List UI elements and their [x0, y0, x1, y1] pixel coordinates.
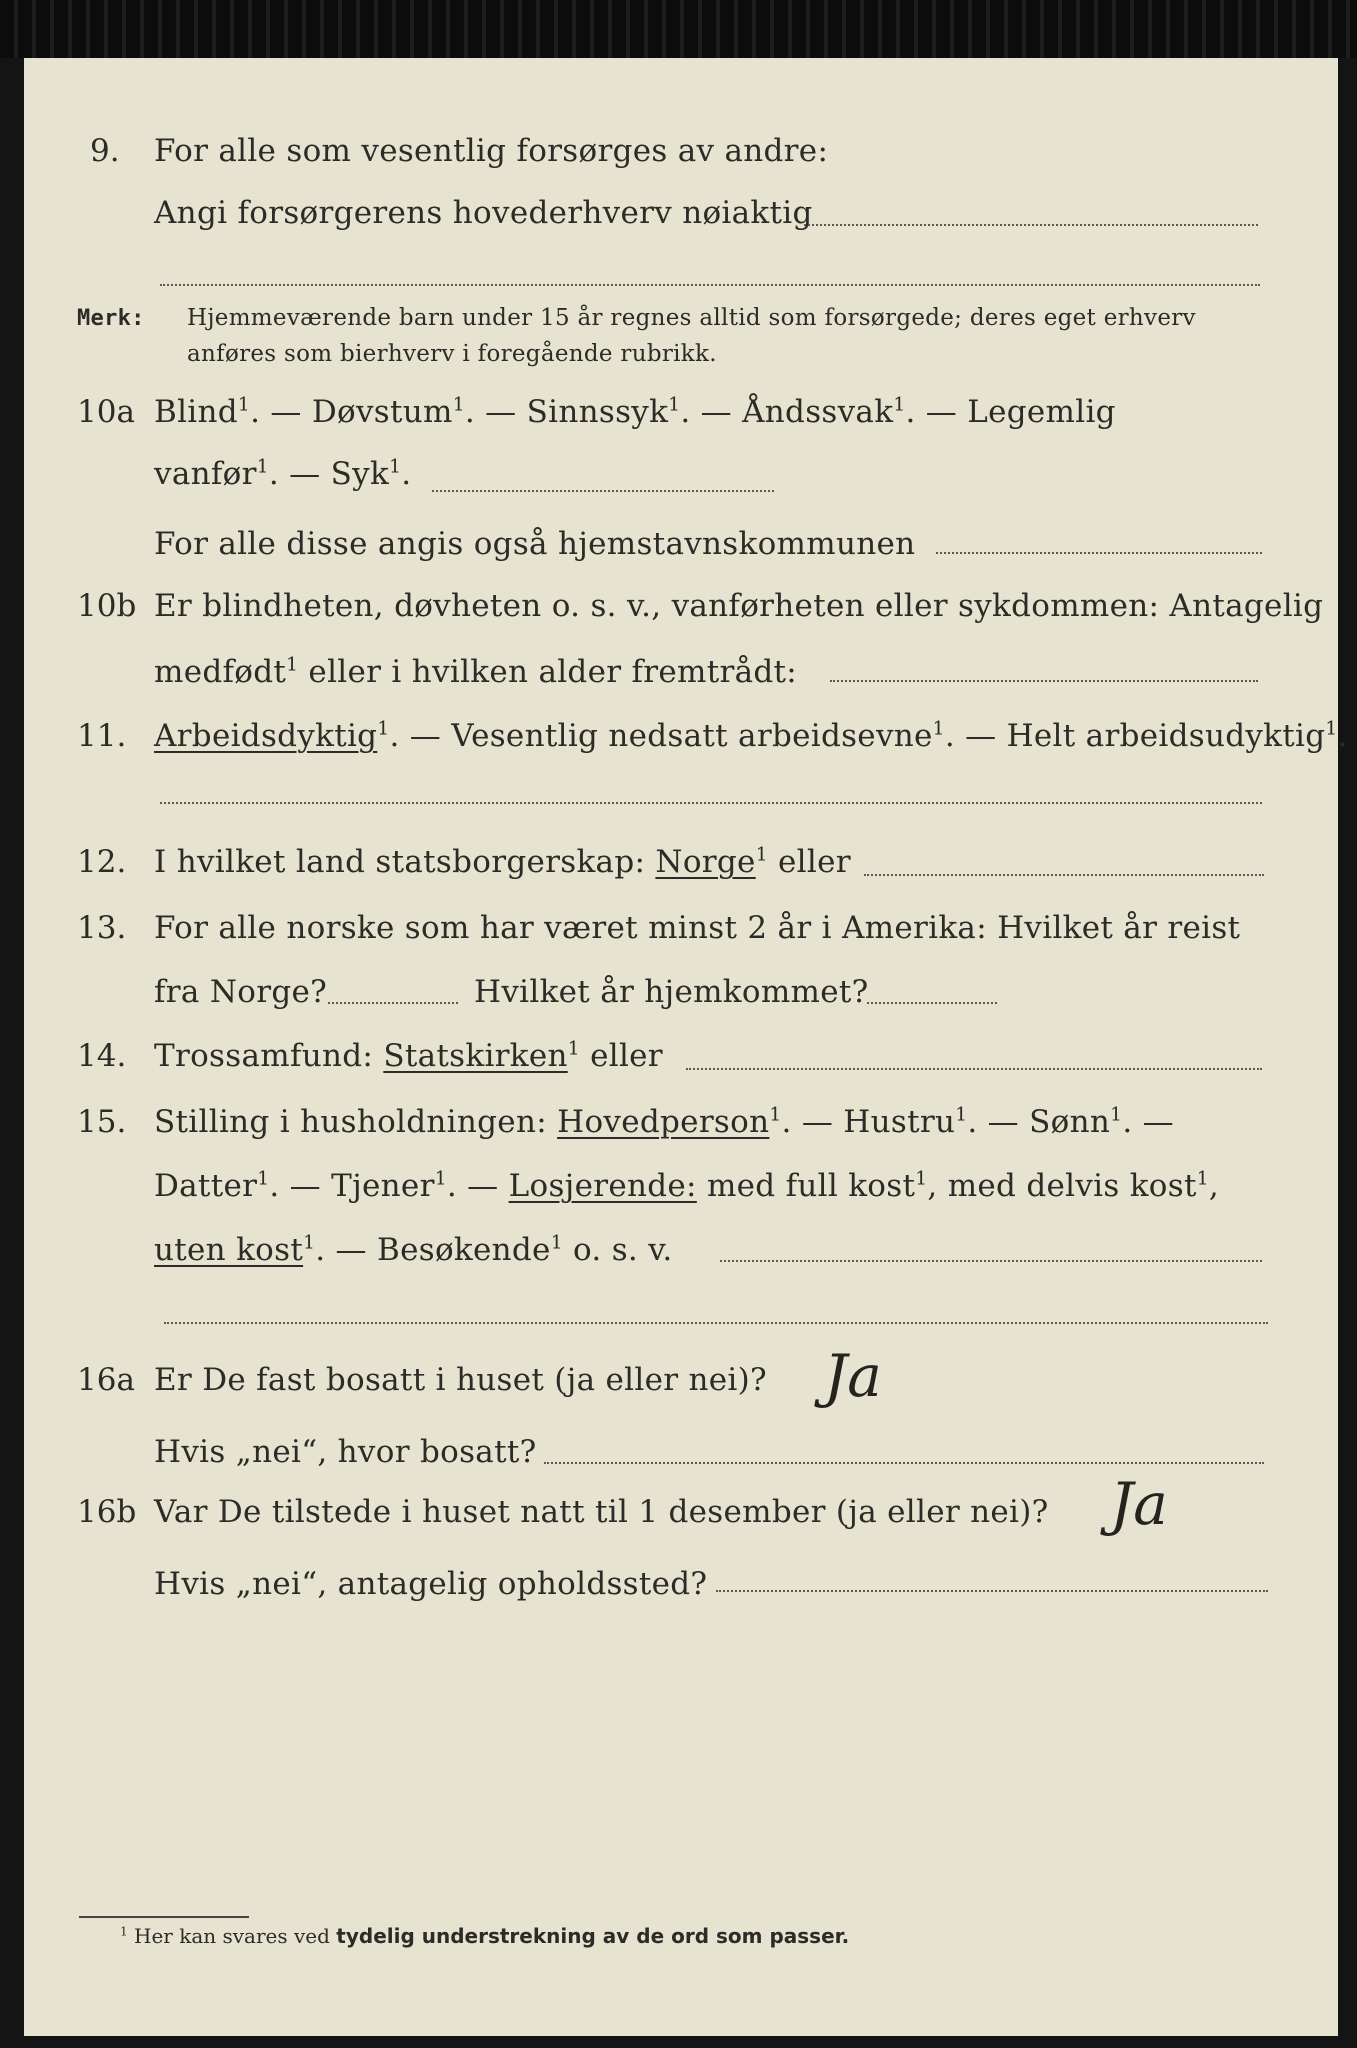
q9-answer-line[interactable] [804, 224, 1258, 226]
q15-underlined-hovedperson: Hovedperson [557, 1104, 770, 1140]
merk-line1: Hjemmeværende barn under 15 år regnes alltid som forsørgede; deres eget erhverv [187, 305, 1196, 331]
q11-underlined-arbeidsdyktig: Arbeidsdyktig [154, 718, 378, 754]
q10b-answer-line[interactable] [830, 680, 1258, 682]
scan-top-edge [0, 0, 1357, 58]
q13-reist-line[interactable] [328, 1002, 458, 1004]
q12-number: 12. [77, 844, 127, 880]
q10a-answer-line[interactable] [432, 490, 774, 492]
q10a-hjemstavn-line[interactable] [936, 552, 1262, 554]
q9-number: 9. [90, 133, 120, 169]
q10a-line2: vanfør$^1$. — Syk$^1$. [154, 456, 412, 492]
q16a-number: 16a [77, 1362, 135, 1398]
merk-label: Merk: [77, 306, 145, 331]
q14-answer-line[interactable] [686, 1068, 1262, 1070]
q16b-line1: Var De tilstede i huset natt til 1 desember (ja eller nei)? [154, 1494, 1049, 1530]
q16b-handwritten-answer: Ja [1110, 1470, 1168, 1538]
q10b-line1: Er blindheten, døvheten o. s. v., vanførheten eller sykdommen: Antagelig [154, 588, 1324, 624]
q16a-answer-line[interactable] [544, 1462, 1264, 1464]
q16a-line2: Hvis „nei“, hvor bosatt? [154, 1434, 537, 1470]
q15-line3: uten kost$^1$. — Besøkende$^1$ o. s. v. [154, 1232, 673, 1268]
q15-number: 15. [77, 1104, 127, 1140]
merk-line2: anføres som bierhverv i foregående rubrikk. [187, 341, 717, 367]
q12-answer-line[interactable] [864, 874, 1264, 876]
q10b-number: 10b [77, 588, 137, 624]
q9-line2: Angi forsørgerens hovederhverv nøiaktig [154, 195, 813, 231]
q12-line: I hvilket land statsborgerskap: Norge$^1$ eller [154, 844, 851, 880]
q15-line2: Datter$^1$. — Tjener$^1$. — Losjerende: med full kost$^1$, med delvis kost$^1$, [154, 1168, 1220, 1204]
q16b-number: 16b [77, 1494, 137, 1530]
q11-number: 11. [77, 718, 127, 754]
q16b-line2: Hvis „nei“, antagelig opholdssted? [154, 1566, 708, 1602]
q15-line1: Stilling i husholdningen: Hovedperson$^1$. — Hustru$^1$. — Sønn$^1$. — [154, 1104, 1174, 1140]
q9-answer-line-2[interactable] [160, 284, 1260, 286]
q14-line: Trossamfund: Statskirken$^1$ eller [154, 1038, 663, 1074]
q16b-answer-line[interactable] [716, 1590, 1268, 1592]
q13-number: 13. [77, 910, 127, 946]
census-form-page [24, 58, 1348, 2036]
q11-answer-line[interactable] [160, 802, 1262, 804]
q14-underlined-statskirken: Statskirken [383, 1038, 568, 1074]
q14-number: 14. [77, 1038, 127, 1074]
q9-line1: For alle som vesentlig forsørges av andre: [154, 133, 829, 169]
q13-fra-norge: fra Norge? [154, 974, 328, 1010]
q11-line: Arbeidsdyktig$^1$. — Vesentlig nedsatt arbeidsevne$^1$. — Helt arbeidsudyktig$^1$. [154, 718, 1348, 754]
q10a-line1: Blind$^1$. — Døvstum$^1$. — Sinnssyk$^1$. — Åndssvak$^1$. — Legemlig [154, 394, 1116, 430]
q13-hjemkommet: Hvilket år hjemkommet? [474, 974, 869, 1010]
q15-underlined-uten-kost: uten kost [154, 1232, 304, 1268]
q13-line1: For alle norske som har været minst 2 år i Amerika: Hvilket år reist [154, 910, 1241, 946]
footnote: $^1$ Her kan svares ved tydelig understrekning av de ord som passer. [120, 1924, 850, 1948]
q15-answer-line[interactable] [720, 1260, 1262, 1262]
q15-underlined-losjerende: Losjerende: [508, 1168, 697, 1204]
q16a-handwritten-answer: Ja [824, 1342, 882, 1410]
q10a-number: 10a [77, 394, 135, 430]
q12-underlined-norge: Norge [655, 844, 756, 880]
q10b-line2: medfødt$^1$ eller i hvilken alder fremtrådt: [154, 654, 798, 690]
q13-hjemkommet-line[interactable] [867, 1002, 997, 1004]
q16a-line1: Er De fast bosatt i huset (ja eller nei)? [154, 1362, 767, 1398]
q10a-line3: For alle disse angis også hjemstavnskommunen [154, 526, 916, 562]
q15-answer-line-2[interactable] [164, 1322, 1268, 1324]
footnote-rule [79, 1916, 249, 1918]
